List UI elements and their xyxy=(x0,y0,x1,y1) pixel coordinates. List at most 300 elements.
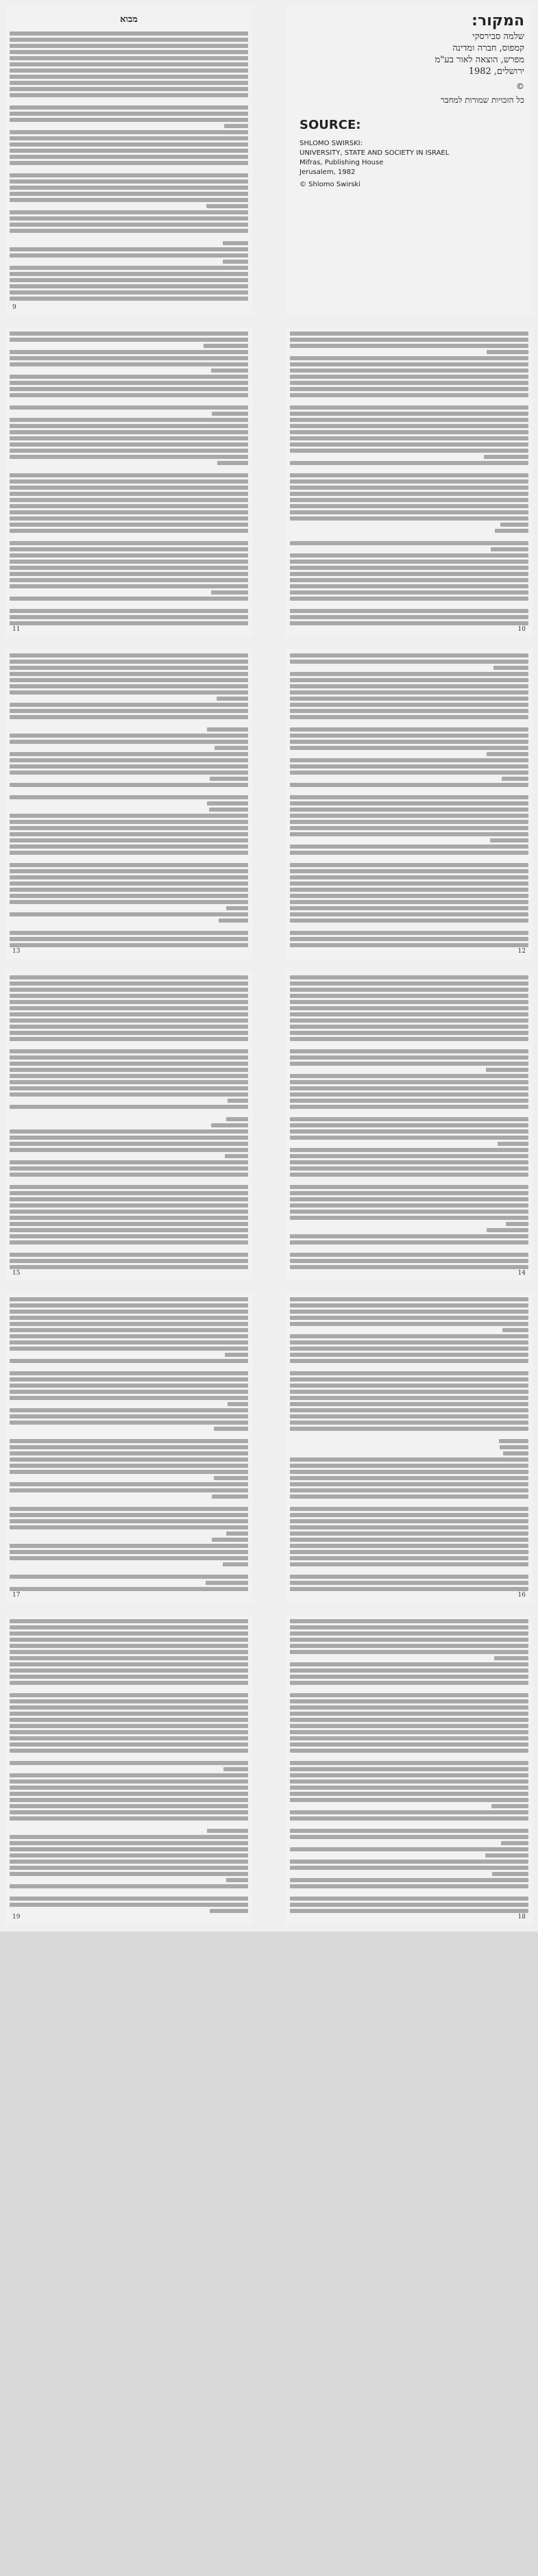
text-line xyxy=(10,981,248,986)
text-line xyxy=(290,1507,528,1511)
text-block xyxy=(290,653,528,947)
text-line xyxy=(290,1371,528,1375)
text-line xyxy=(290,510,528,514)
text-line xyxy=(10,229,248,233)
text-line xyxy=(10,925,248,929)
text-line xyxy=(498,1142,528,1146)
text-line xyxy=(502,777,528,781)
text-line xyxy=(10,1148,248,1152)
text-line xyxy=(499,1439,528,1443)
text-line xyxy=(10,752,248,756)
text-line xyxy=(10,1414,248,1418)
text-line xyxy=(290,1037,528,1041)
text-line xyxy=(10,93,248,97)
text-block xyxy=(10,32,248,301)
source-en-heading: SOURCE: xyxy=(299,118,361,132)
text-line xyxy=(10,1445,248,1449)
text-line xyxy=(290,566,528,570)
text-line xyxy=(10,535,248,539)
text-line xyxy=(495,529,528,533)
text-line xyxy=(10,931,248,935)
text-line xyxy=(290,1705,528,1710)
text-line xyxy=(290,1531,528,1536)
source-en-author: SHLOMO SWIRSKI: xyxy=(299,140,363,147)
text-line xyxy=(290,1668,528,1673)
text-line xyxy=(290,1823,528,1827)
text-line xyxy=(10,1501,248,1505)
text-line xyxy=(10,56,248,60)
text-line xyxy=(211,590,248,595)
text-line xyxy=(290,1631,528,1636)
text-line xyxy=(10,740,248,744)
text-line xyxy=(10,1712,248,1716)
text-line xyxy=(290,461,528,465)
text-line xyxy=(290,479,528,484)
text-line xyxy=(290,727,528,731)
text-line xyxy=(290,1699,528,1703)
page-number: 13 xyxy=(12,948,21,955)
spread-1 xyxy=(0,0,538,322)
text-line xyxy=(290,1693,528,1697)
text-block xyxy=(290,1297,528,1591)
text-line xyxy=(290,1322,528,1326)
text-line xyxy=(290,1377,528,1381)
text-line xyxy=(10,1297,248,1301)
text-line xyxy=(10,161,248,165)
text-line xyxy=(10,290,248,295)
text-line xyxy=(10,1625,248,1629)
text-line xyxy=(491,547,528,551)
text-line xyxy=(10,660,248,664)
text-line xyxy=(223,241,248,245)
text-line xyxy=(10,38,248,42)
text-line xyxy=(290,1129,528,1134)
text-line xyxy=(290,560,528,564)
text-line xyxy=(290,498,528,502)
text-line xyxy=(228,1099,248,1103)
text-line xyxy=(290,894,528,898)
text-line xyxy=(290,1253,528,1257)
text-line xyxy=(290,758,528,762)
text-line xyxy=(10,1575,248,1579)
source-en-publisher: Mifras, Publishing House xyxy=(299,159,384,166)
text-line xyxy=(290,1160,528,1164)
text-line xyxy=(290,621,528,625)
text-line xyxy=(290,1111,528,1115)
text-line xyxy=(290,1353,528,1357)
text-line xyxy=(290,1581,528,1585)
text-line xyxy=(290,1513,528,1517)
spread-2 xyxy=(0,322,538,644)
text-line xyxy=(10,492,248,496)
text-line xyxy=(10,1488,248,1492)
text-line xyxy=(211,1123,248,1127)
text-line xyxy=(10,845,248,849)
text-line xyxy=(290,703,528,707)
text-line xyxy=(290,1525,528,1529)
text-line xyxy=(10,912,248,916)
text-line xyxy=(290,1749,528,1753)
text-line xyxy=(10,1631,248,1636)
text-line xyxy=(290,888,528,892)
text-line xyxy=(290,449,528,453)
text-block xyxy=(290,975,528,1269)
text-line xyxy=(10,1644,248,1648)
text-line xyxy=(10,1025,248,1029)
text-line xyxy=(484,455,528,459)
spread-7 xyxy=(0,1931,538,2576)
text-line xyxy=(290,473,528,477)
text-line xyxy=(10,1080,248,1084)
text-line xyxy=(10,615,248,619)
text-line xyxy=(290,399,528,403)
text-line xyxy=(10,1062,248,1066)
text-line xyxy=(290,697,528,701)
text-line xyxy=(10,1482,248,1486)
text-line xyxy=(290,684,528,688)
text-line xyxy=(10,142,248,147)
text-line xyxy=(502,1328,528,1332)
text-line xyxy=(10,1556,248,1560)
text-line xyxy=(290,615,528,619)
text-line xyxy=(290,424,528,428)
text-line xyxy=(10,1705,248,1710)
text-line xyxy=(10,1693,248,1697)
text-line xyxy=(226,1878,248,1882)
text-line xyxy=(10,1092,248,1097)
text-line xyxy=(10,350,248,354)
text-block xyxy=(290,332,528,625)
text-line xyxy=(10,1823,248,1827)
text-line xyxy=(10,167,248,171)
text-line xyxy=(10,1265,248,1269)
text-line xyxy=(290,1786,528,1790)
text-line xyxy=(10,418,248,422)
text-line xyxy=(501,1841,528,1845)
text-line xyxy=(10,1203,248,1208)
text-line xyxy=(10,1464,248,1468)
text-line xyxy=(290,1303,528,1308)
text-line xyxy=(290,1476,528,1480)
text-line xyxy=(290,381,528,385)
text-line xyxy=(10,44,248,48)
text-line xyxy=(212,1495,248,1499)
text-line xyxy=(290,1681,528,1685)
text-line xyxy=(226,906,248,910)
source-publisher: מפרש, הוצאה לאור בע"מ xyxy=(435,55,524,65)
text-line xyxy=(290,808,528,812)
text-line xyxy=(290,881,528,886)
text-line xyxy=(290,740,528,744)
text-line xyxy=(10,1779,248,1784)
text-block xyxy=(10,1619,248,1913)
text-line xyxy=(10,399,248,403)
text-line xyxy=(10,50,248,54)
text-line xyxy=(290,442,528,447)
text-line xyxy=(290,660,528,664)
page-16 xyxy=(286,1293,533,1603)
text-line xyxy=(10,875,248,879)
text-line xyxy=(290,1012,528,1016)
text-line xyxy=(290,912,528,916)
text-line xyxy=(290,578,528,582)
text-line xyxy=(223,260,248,264)
text-line xyxy=(10,1191,248,1195)
text-line xyxy=(10,1421,248,1425)
page-number: 16 xyxy=(517,1592,526,1599)
text-line xyxy=(290,492,528,496)
text-line xyxy=(10,758,248,762)
text-line xyxy=(290,795,528,799)
text-line xyxy=(290,1761,528,1765)
page-number: 12 xyxy=(517,948,526,955)
text-line xyxy=(10,783,248,787)
text-line xyxy=(290,1866,528,1870)
page-17 xyxy=(5,1293,252,1603)
text-line xyxy=(10,1903,248,1907)
text-line xyxy=(290,1297,528,1301)
text-line xyxy=(10,362,248,366)
text-line xyxy=(10,1012,248,1016)
text-line xyxy=(290,1018,528,1023)
text-line xyxy=(10,1166,248,1171)
text-line xyxy=(290,1247,528,1251)
text-line xyxy=(290,356,528,360)
text-line xyxy=(290,1810,528,1814)
text-line xyxy=(224,124,248,128)
text-line xyxy=(290,1099,528,1103)
text-line xyxy=(10,516,248,521)
text-line xyxy=(10,297,248,301)
text-line xyxy=(10,1316,248,1320)
text-line xyxy=(290,535,528,539)
text-line xyxy=(290,1433,528,1437)
text-line xyxy=(290,1482,528,1486)
text-line xyxy=(10,1347,248,1351)
text-line xyxy=(290,1897,528,1901)
text-line xyxy=(10,1544,248,1548)
text-line xyxy=(290,412,528,416)
text-line xyxy=(290,1501,528,1505)
text-line xyxy=(500,523,528,527)
text-line xyxy=(290,1105,528,1109)
text-line xyxy=(290,1464,528,1468)
source-place-year: ירושלים, 1982 xyxy=(468,66,524,77)
text-line xyxy=(506,1222,528,1226)
text-line xyxy=(10,278,248,282)
text-line xyxy=(290,1878,528,1882)
text-line xyxy=(290,1718,528,1722)
text-line xyxy=(10,1043,248,1047)
text-line xyxy=(209,808,248,812)
text-line xyxy=(290,1730,528,1734)
text-line xyxy=(290,1334,528,1338)
text-line xyxy=(290,1458,528,1462)
text-line xyxy=(290,1587,528,1591)
page-12 xyxy=(286,649,533,959)
text-line xyxy=(10,1513,248,1517)
text-line xyxy=(10,1216,248,1220)
page-18 xyxy=(286,1615,533,1925)
text-line xyxy=(10,1234,248,1238)
page-number: 9 xyxy=(12,304,16,311)
intro-heading: מבוא xyxy=(120,14,138,25)
text-line xyxy=(290,925,528,929)
text-line xyxy=(10,1396,248,1400)
text-line xyxy=(290,1847,528,1851)
text-line xyxy=(290,1470,528,1474)
text-line xyxy=(10,715,248,719)
text-line xyxy=(215,746,248,750)
text-line xyxy=(10,1018,248,1023)
text-line xyxy=(10,547,248,551)
text-line xyxy=(290,1890,528,1895)
text-line xyxy=(10,1210,248,1214)
text-line xyxy=(290,1619,528,1623)
text-line xyxy=(290,931,528,935)
text-line xyxy=(10,1253,248,1257)
text-line xyxy=(10,1359,248,1363)
text-line xyxy=(10,216,248,221)
text-line xyxy=(10,1086,248,1090)
text-line xyxy=(290,368,528,373)
text-line xyxy=(290,486,528,490)
text-line xyxy=(290,1006,528,1010)
text-line xyxy=(10,1816,248,1821)
page-19 xyxy=(5,1615,252,1925)
text-line xyxy=(290,418,528,422)
text-line xyxy=(290,709,528,713)
text-line xyxy=(10,1334,248,1338)
text-line xyxy=(290,1835,528,1839)
text-line xyxy=(10,112,248,116)
text-line xyxy=(10,1390,248,1394)
text-block xyxy=(290,1619,528,1913)
text-line xyxy=(10,375,248,379)
text-line xyxy=(10,1699,248,1703)
text-line xyxy=(290,597,528,601)
text-line xyxy=(10,247,248,251)
text-line xyxy=(10,1519,248,1523)
text-line xyxy=(10,764,248,768)
text-line xyxy=(290,981,528,986)
text-line xyxy=(10,192,248,196)
text-line xyxy=(10,155,248,159)
text-line xyxy=(10,1055,248,1060)
text-line xyxy=(10,62,248,66)
text-line xyxy=(10,87,248,91)
text-line xyxy=(10,1179,248,1183)
text-line xyxy=(10,223,248,227)
text-line xyxy=(10,1006,248,1010)
text-line xyxy=(290,332,528,336)
text-line xyxy=(290,1179,528,1183)
copyright-symbol: © xyxy=(516,82,524,91)
text-line xyxy=(290,1340,528,1345)
text-line xyxy=(10,1384,248,1388)
text-line xyxy=(10,405,248,410)
text-line xyxy=(10,851,248,855)
text-line xyxy=(290,1903,528,1907)
text-line xyxy=(10,136,248,140)
text-line xyxy=(290,721,528,725)
text-line xyxy=(10,838,248,842)
text-line xyxy=(10,81,248,85)
text-line xyxy=(290,553,528,558)
text-line xyxy=(10,1129,248,1134)
text-line xyxy=(290,1568,528,1573)
text-line xyxy=(10,1031,248,1035)
text-line xyxy=(10,449,248,453)
spread-6 xyxy=(0,1610,538,1931)
text-line xyxy=(290,826,528,830)
text-line xyxy=(10,560,248,564)
page-number: 19 xyxy=(12,1914,21,1921)
text-line xyxy=(290,1712,528,1716)
text-line xyxy=(290,690,528,695)
text-line xyxy=(10,734,248,738)
text-line xyxy=(10,1328,248,1332)
text-line xyxy=(290,1154,528,1158)
page-13 xyxy=(5,649,252,959)
text-line xyxy=(290,1724,528,1728)
text-line xyxy=(10,1000,248,1004)
text-line xyxy=(290,1234,528,1238)
text-line xyxy=(10,869,248,873)
text-block xyxy=(10,653,248,947)
text-line xyxy=(10,678,248,682)
text-line xyxy=(10,820,248,824)
text-line xyxy=(290,1210,528,1214)
text-line xyxy=(10,1470,248,1474)
text-line xyxy=(290,584,528,588)
text-line xyxy=(290,771,528,775)
text-line xyxy=(10,436,248,440)
text-line xyxy=(290,375,528,379)
text-line xyxy=(290,1062,528,1066)
rights-text: כל הזכויות שמורות למחבר xyxy=(440,95,524,105)
text-line xyxy=(290,906,528,910)
text-line xyxy=(10,1650,248,1654)
text-line xyxy=(290,814,528,818)
text-line xyxy=(10,186,248,190)
text-line xyxy=(10,1458,248,1462)
text-line xyxy=(290,1049,528,1053)
text-line xyxy=(10,1340,248,1345)
text-line xyxy=(290,387,528,391)
text-line xyxy=(290,516,528,521)
text-line xyxy=(10,1786,248,1790)
text-line xyxy=(10,332,248,336)
text-line xyxy=(10,900,248,904)
text-line xyxy=(10,99,248,103)
text-line xyxy=(500,1445,528,1449)
text-line xyxy=(223,1562,248,1566)
text-line xyxy=(10,68,248,73)
text-line xyxy=(494,1656,528,1660)
text-line xyxy=(10,272,248,276)
text-line xyxy=(10,393,248,397)
text-line xyxy=(10,609,248,613)
text-line xyxy=(10,1749,248,1753)
page-number: 10 xyxy=(517,626,526,633)
text-line xyxy=(290,504,528,508)
text-line xyxy=(10,1860,248,1864)
text-line xyxy=(290,338,528,342)
text-line xyxy=(10,1668,248,1673)
text-line xyxy=(10,1160,248,1164)
text-line xyxy=(10,510,248,514)
